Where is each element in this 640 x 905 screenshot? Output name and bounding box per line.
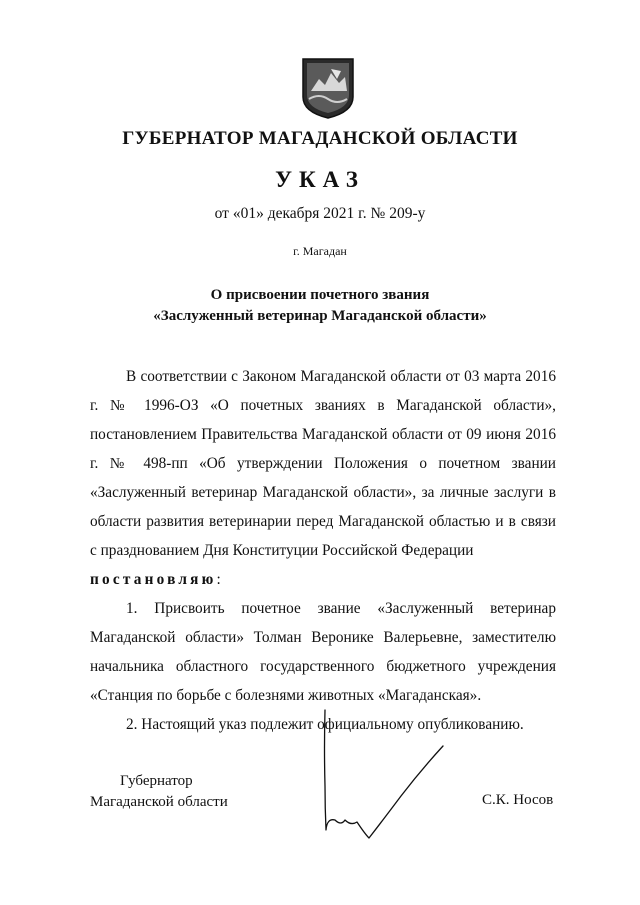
position-line-1: Губернатор — [120, 773, 193, 789]
title-line-2: «Заслуженный ветеринар Магаданской области» — [153, 308, 487, 324]
issue-place: г. Магадан — [293, 244, 347, 258]
preamble-paragraph: В соответствии с Законом Магаданской области от 03 марта 2016 г. № 1996-ОЗ «О почетных званиях в Магаданской области», постановлением Правительства Магаданской области от 09 июня 2016 г. № 498-пп «Об утверждении Положения о почетном звании «Заслуженный ветеринар Магаданской области», за личные заслуги в области развития ветеринарии перед Магаданской областью и в связи с празднованием Дня Конституции Российской Федерации — [90, 368, 556, 559]
signatory-name: С.К. Носов — [482, 792, 554, 808]
date-and-number: от «01» декабря 2021 г. № 209-у — [214, 205, 426, 222]
document-title — [0, 285, 640, 327]
item-1-paragraph: 1. Присвоить почетное звание «Заслуженный ветеринар Магаданской области» Толман Веронике Валерьевне, заместителю начальника областного государственного бюджетного учреждения «Станция по борьбе с болезнями животных «Магаданская». — [90, 600, 556, 704]
handwritten-signature — [305, 708, 455, 848]
decree-paragraph — [90, 565, 556, 594]
position-line-2: Магаданской области — [90, 794, 228, 810]
coat-of-arms-icon — [301, 57, 355, 120]
title-line-1: О присвоении почетного звания — [210, 287, 430, 303]
item-2-paragraph: 2. Настоящий указ подлежит официальному опубликованию. — [126, 716, 524, 733]
signatory-position — [90, 771, 228, 813]
issuing-authority: ГУБЕРНАТОР МАГАДАНСКОЙ ОБЛАСТИ — [122, 128, 518, 149]
document-type: УКАЗ — [275, 167, 365, 192]
decree-colon: : — [216, 571, 221, 588]
document-body — [90, 362, 556, 739]
decree-word: постановляю — [90, 571, 217, 588]
